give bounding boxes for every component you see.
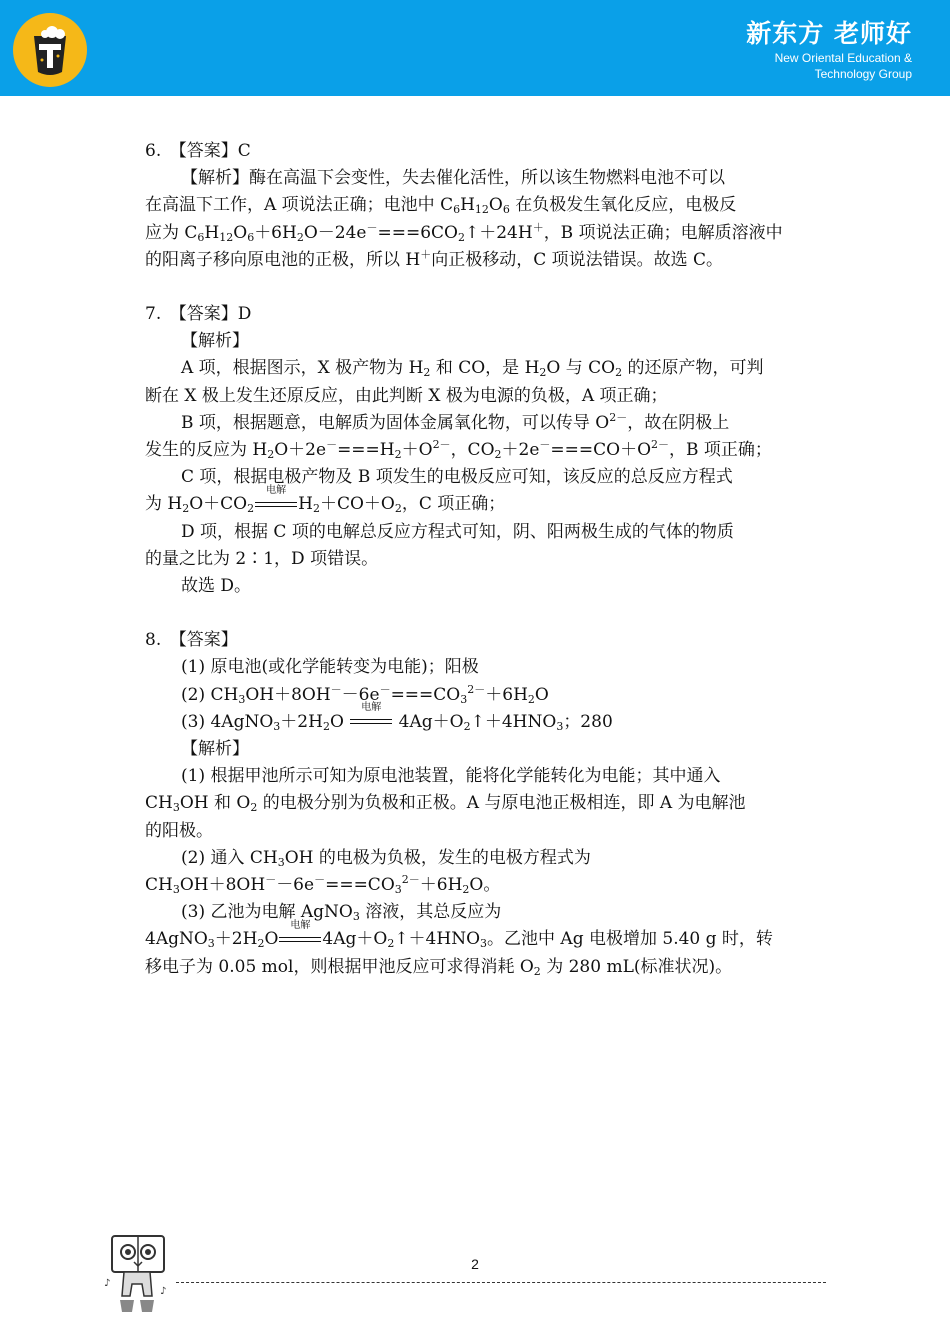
q7-answer: 7. 【答案】D	[145, 304, 252, 325]
svg-text:♪: ♪	[104, 1278, 111, 1289]
brand-name-cn: 新东方 老师好	[746, 19, 912, 48]
q6-analysis: 【解析】酶在高温下会变性，失去催化活性，所以该生物燃料电池不可以	[181, 168, 725, 189]
electrolysis-equals: 电解	[350, 715, 392, 729]
brand-name-en: New Oriental Education & Technology Group	[774, 51, 912, 81]
footer-divider	[176, 1282, 826, 1283]
q6-answer: 6. 【答案】C	[145, 141, 251, 161]
page-number: 2	[471, 1256, 479, 1272]
q7-analysis: 【解析】	[181, 331, 249, 352]
answer-content: 6. 【答案】C 【解析】酶在高温下会变性，失去催化活性，所以该生物燃料电池不可以 在高温下工作，A 项说法正确；电池中 $C_6H_{12}O_6$ 在负极发生氧化反应，电极反 应为 $C_6H_{12}O_6+6H_2O-24e^-===6CO_2↑+24H^+$，B 项说法正确；电解质溶液中 的阳离子移向原电池的正极，所以 H＋向正极移动，C 项说法错误。故选 C。 7. 【答案】D 【解析】 A 项，根据图示，X 极产物为 $H_2$ 和 CO，是 $H_2O$ 与 $CO_2$ 的还原产物，可判 断在 X 极上发生还原反应，由此判断 X 极为电源的负极，A 项正确； B 项，根据题意，电解质为固体金属氧化物，可以传导 $O^{2-}$，故在阴极上 发生的反应为 $H_2O+2e^-===H_2+O^{2-}$，$CO_2+2e^-===CO+O^{2-}$，B 项正确； C 项，根据电极产物及 B 项发生的电极反应可知，该反应的总反应方程式 为 $H_2O+CO_2$ 电解 $H_2+CO+O_2$，C 项正确； D 项，根据 C 项的电解总反应方程式可知，阴、阳两极生成的气体的物质 的量之比为 2∶1，D 项错误。 故选 D。 8. 【答案】 (1) 原电池(或化学能转变为电能)；阳极 (2) $CH_3OH+8OH^--6e^-===CO_3^{2-}+6H_2O$ (3) $4AgNO_3+2H_2O$ 电解 $4Ag+O_2↑+4HNO_3$；280 【解析】 (1) 根据甲池所示可知为原电池装置，能将化学能转化为电能；其中通入 $CH_3OH$ 和 $O_2$ 的电极分别为负极和正极。A 与原电池正极相连，即 A 为电解池 的阳极。 (2) 通入 $CH_3OH$ 的电极为负极，发生的电极方程式为 $CH_3OH+8OH^--6e^-===CO_3^{2-}+6H_2O$。 (3) 乙池为电解 AgNO$_3$ 溶液，其总反应为 $4AgNO_3+2H_2O$ 电解 $4Ag+O_2↑+4HNO_3$。乙池中 Ag 电极增加 5.40 g 时，转 移电子为 0.05 mol，则根据甲池反应可求得消耗 $O_2$ 为 280 mL(标准状况)。	[145, 138, 810, 981]
electrolysis-equals: 电解	[255, 498, 297, 512]
q8-answer: 8. 【答案】	[145, 630, 238, 651]
header-bar	[0, 0, 950, 96]
logo-icon	[12, 12, 88, 88]
q8-analysis: 【解析】	[181, 739, 249, 760]
svg-text:♪: ♪	[160, 1286, 167, 1297]
mascot-icon	[100, 1232, 172, 1316]
electrolysis-equals: 电解	[279, 933, 321, 947]
